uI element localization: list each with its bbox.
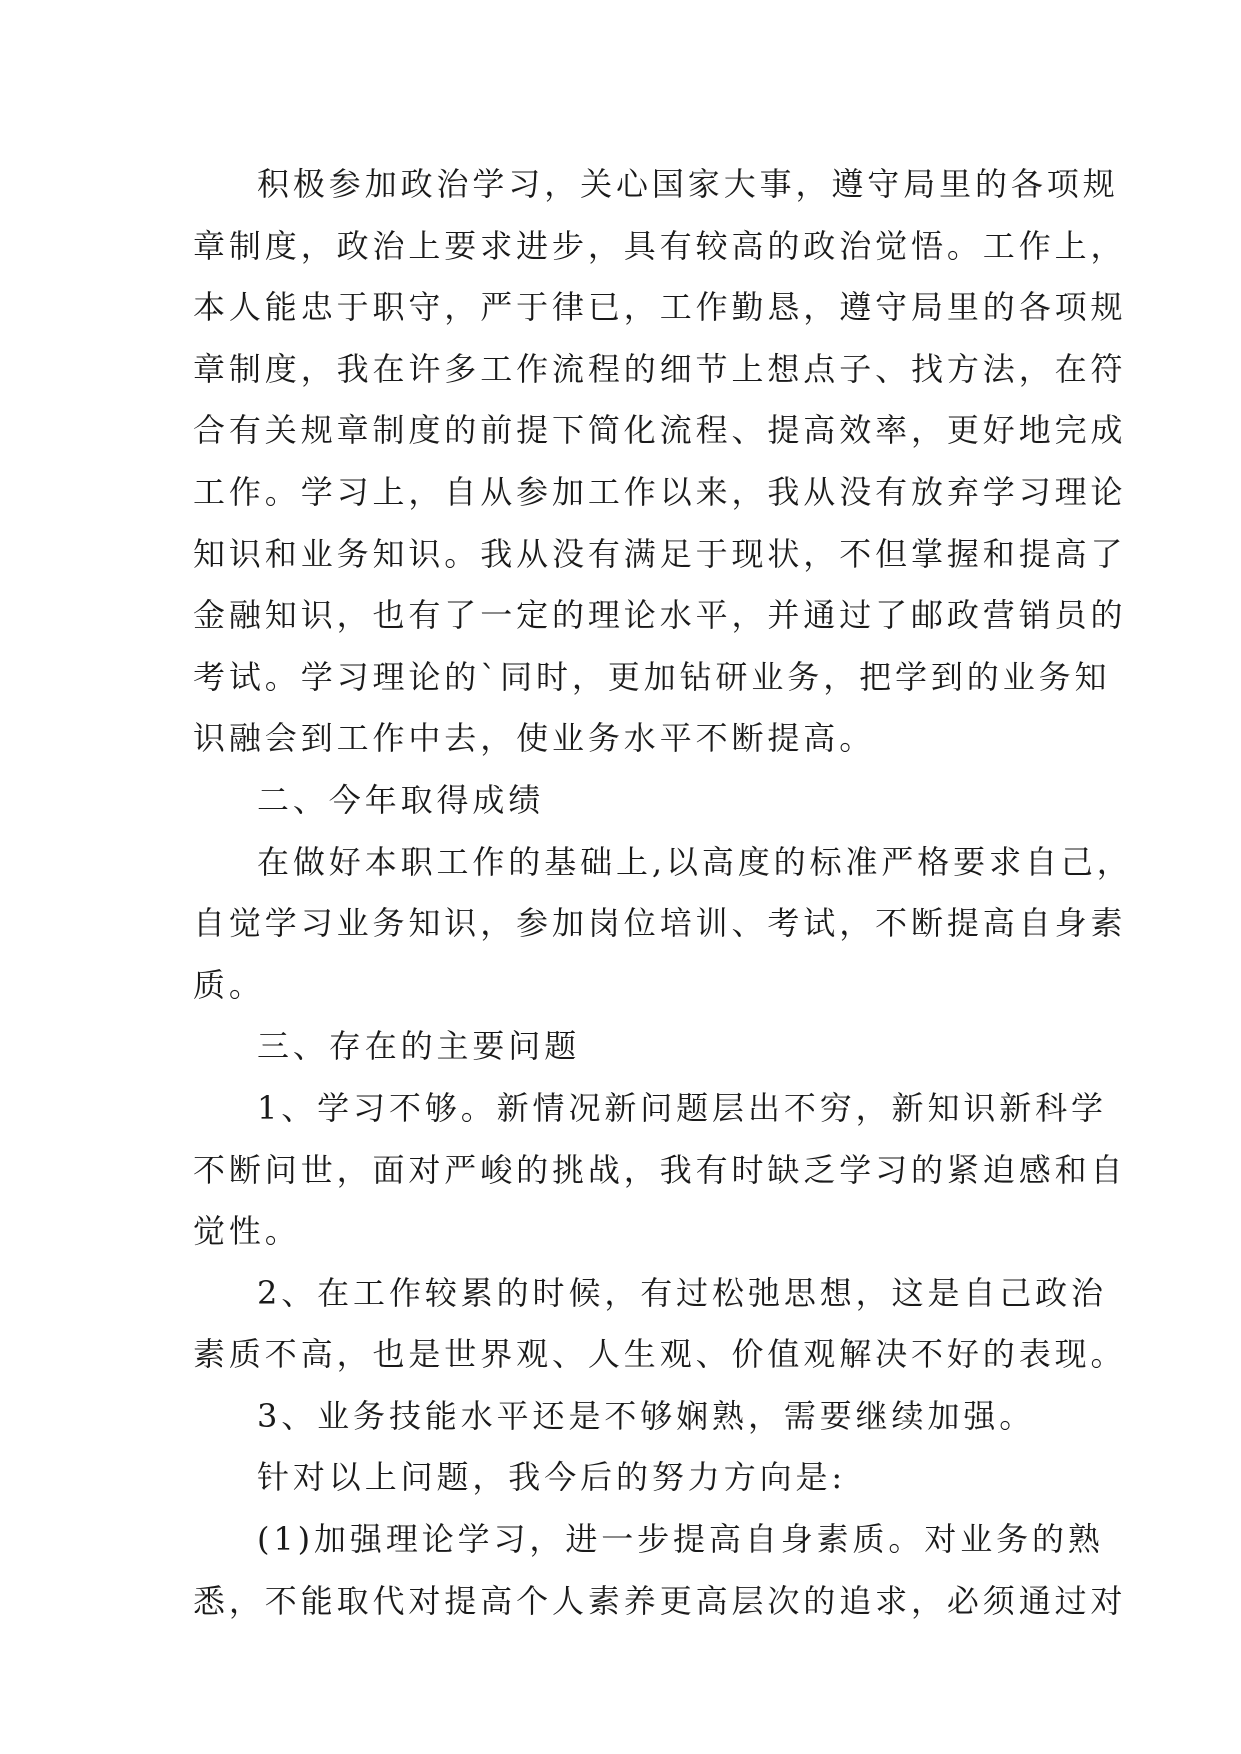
- text-line: 积极参加政治学习，关心国家大事，遵守局里的各项规: [257, 165, 1119, 203]
- text-line: 自觉学习业务知识，参加岗位培训、考试，不断提高自身素: [193, 904, 1127, 943]
- text-line: 章制度，我在许多工作流程的细节上想点子、找方法，在符: [193, 349, 1127, 388]
- text-line: 2、在工作较累的时候，有过松弛思想，这是自己政治: [257, 1273, 1107, 1312]
- text-line: 识融会到工作中去，使业务水平不断提高。: [193, 719, 876, 758]
- text-line: 悉，不能取代对提高个人素养更高层次的追求，必须通过对: [193, 1581, 1127, 1620]
- text-line: 金融知识，也有了一定的理论水平，并通过了邮政营销员的: [193, 596, 1127, 635]
- text-line: 觉性。: [193, 1212, 301, 1251]
- text-line: 三、存在的主要问题: [257, 1027, 581, 1066]
- text-line: 工作。学习上，自从参加工作以来，我从没有放弃学习理论: [193, 472, 1127, 511]
- text-line: 针对以上问题，我今后的努力方向是:: [257, 1458, 847, 1497]
- text-line: (1)加强理论学习，进一步提高自身素质。对业务的熟: [257, 1520, 1104, 1559]
- text-line: 知识和业务知识。我从没有满足于现状，不但掌握和提高了: [193, 534, 1127, 573]
- text-line: 合有关规章制度的前提下简化流程、提高效率，更好地完成: [193, 411, 1127, 450]
- text-line: 本人能忠于职守，严于律已，工作勤恳，遵守局里的各项规: [193, 288, 1127, 327]
- text-line: 1、学习不够。新情况新问题层出不穷，新知识新科学: [257, 1088, 1107, 1127]
- text-line: 素质不高，也是世界观、人生观、价值观解决不好的表现。: [193, 1335, 1127, 1374]
- text-line: 在做好本职工作的基础上,以高度的标准严格要求自己，: [257, 842, 1133, 881]
- document-body: [193, 154, 1133, 1632]
- text-line: 质。: [193, 965, 265, 1004]
- text-line: 不断问世，面对严峻的挑战，我有时缺乏学习的紧迫感和自: [193, 1150, 1127, 1189]
- text-line: 章制度，政治上要求进步，具有较高的政治觉悟。工作上，: [193, 226, 1127, 265]
- text-line: 3、业务技能水平还是不够娴熟，需要继续加强。: [257, 1396, 1036, 1435]
- text-line: 考试。学习理论的`同时，更加钻研业务，把学到的业务知: [193, 657, 1111, 696]
- text-line: 二、今年取得成绩: [257, 780, 545, 819]
